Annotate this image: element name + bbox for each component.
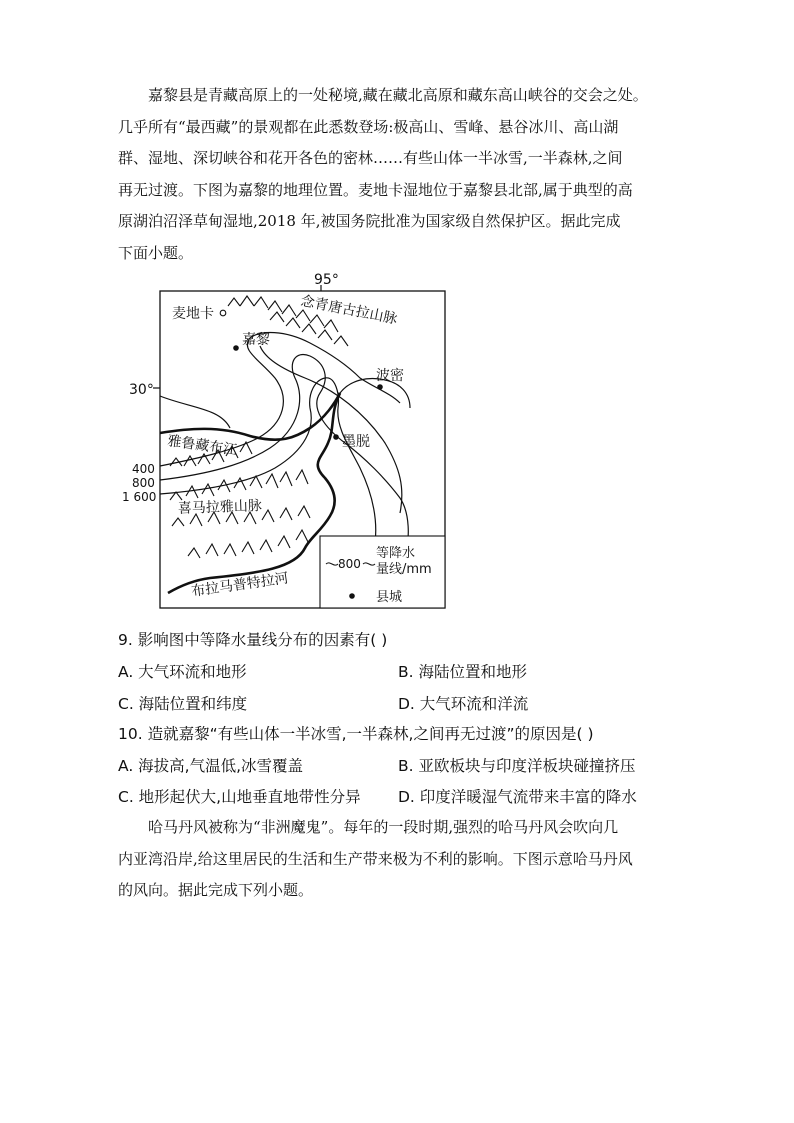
isohyet-value-label: 400	[132, 462, 155, 476]
jiali-label: 嘉黎	[242, 332, 270, 348]
lon-label: 95°	[314, 272, 339, 288]
legend-isohyet-label: 量线/mm	[376, 562, 432, 577]
maidika-marker	[220, 310, 226, 316]
passage-1-line: 下面小题。	[118, 243, 194, 262]
passage-1-line: 嘉黎县是青藏高原上的一处秘境,藏在藏北高原和藏东高山峡谷的交会之处。	[148, 86, 648, 104]
question-9-option-a[interactable]: A. 大气环流和地形	[118, 663, 247, 681]
passage-2-line: 的风向。据此完成下列小题。	[118, 881, 314, 899]
passage-1-line: 几乎所有“最西藏”的景观都在此悉数登场:极高山、雪峰、悬谷冰川、高山湖	[118, 117, 619, 136]
motuo-label: 墨脱	[342, 434, 370, 450]
isohyet-value-label: 1 600	[122, 490, 157, 504]
question-10-option-a[interactable]: A. 海拔高,气温低,冰雪覆盖	[118, 757, 304, 775]
legend-isohyet-label: 等降水	[376, 546, 416, 561]
motuo-marker	[333, 434, 339, 440]
passage-1-line: 再无过渡。下图为嘉黎的地理位置。麦地卡湿地位于嘉黎县北部,属于典型的高	[118, 180, 633, 199]
bomi-marker	[377, 384, 383, 390]
isohyet-value-label: 800	[132, 476, 155, 490]
yarlung-label: 雅鲁藏布江	[166, 433, 238, 459]
passage-2-line: 内亚湾沿岸,给这里居民的生活和生产带来极为不利的影响。下图示意哈马丹风	[118, 849, 633, 868]
question-10-stem: 10. 造就嘉黎“有些山体一半冰雪,一半森林,之间再无过渡”的原因是( )	[118, 725, 594, 743]
maidika-label: 麦地卡	[172, 306, 214, 322]
nyenchen-label: 念青唐古拉山脉	[299, 293, 399, 328]
question-10-option-d[interactable]: D. 印度洋暖湿气流带来丰富的降水	[398, 788, 637, 806]
himalaya-label: 喜马拉雅山脉	[177, 498, 263, 517]
passage-1	[118, 80, 693, 269]
question-9-stem: 9. 影响图中等降水量线分布的因素有( )	[118, 631, 388, 649]
passage-2	[118, 812, 693, 907]
passage-1-line: 原湖泊沼泽草甸湿地,2018 年,被国务院批准为国家级自然保护区。据此完成	[118, 212, 621, 230]
question-9-option-c[interactable]: C. 海陆位置和纬度	[118, 695, 248, 713]
brahmaputra-label: 布拉马普特拉河	[190, 570, 290, 600]
question-10-option-b[interactable]: B. 亚欧板块与印度洋板块碰撞挤压	[398, 757, 636, 775]
question-9-option-d[interactable]: D. 大气环流和洋流	[398, 695, 529, 713]
legend-isohyet-value: 800	[338, 557, 361, 571]
question-9-option-b[interactable]: B. 海陆位置和地形	[398, 663, 527, 681]
bomi-label: 波密	[376, 368, 404, 384]
lat-label: 30°	[129, 382, 154, 398]
question-10-option-c[interactable]: C. 地形起伏大,山地垂直地带性分异	[118, 788, 361, 806]
legend-county-symbol	[349, 593, 355, 599]
jiali-marker	[233, 345, 239, 351]
legend-county-label: 县城	[376, 590, 403, 605]
passage-2-line: 哈马丹风被称为“非洲魔鬼”。每年的一段时期,强烈的哈马丹风会吹向几	[148, 818, 619, 836]
passage-1-line: 群、湿地、深切峡谷和花开各色的密林……有些山体一半冰雪,一半森林,之间	[118, 149, 623, 167]
jiali-location-map	[110, 268, 455, 616]
